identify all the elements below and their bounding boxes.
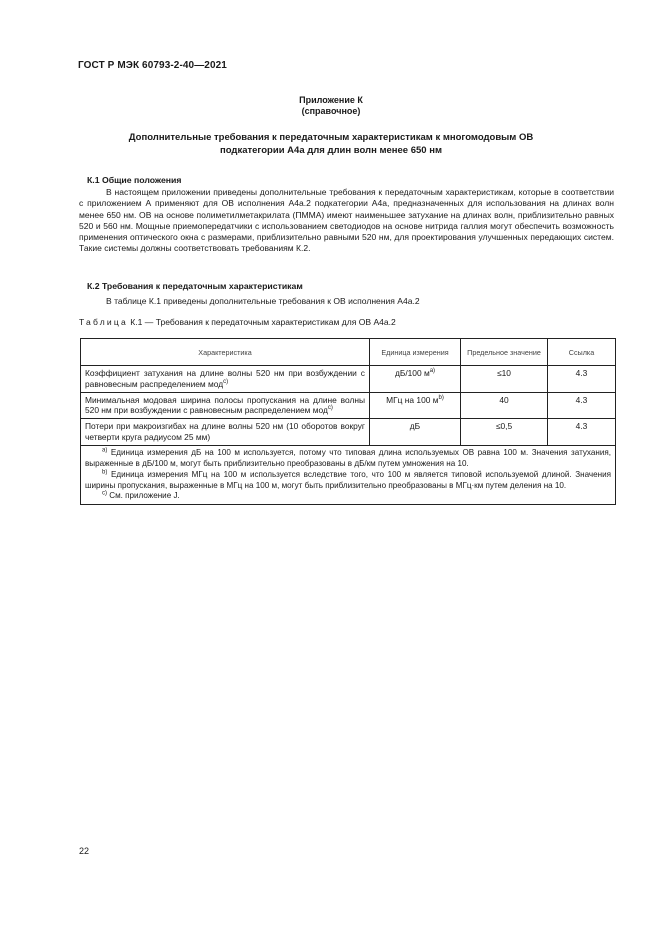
unit-text: МГц на 100 м [386, 394, 439, 405]
unit-text: дБ [409, 421, 421, 432]
cell-unit [370, 419, 461, 446]
header-reference: Ссылка [548, 339, 616, 366]
footnote-mark: а) [429, 368, 436, 375]
section-2-title: К.2 Требования к передаточным характеристикам [87, 281, 303, 291]
table-row [81, 419, 616, 446]
annex-heading-line1: Дополнительные требования к передаточным характеристикам к многомодовым ОВ [128, 132, 534, 143]
table-row [81, 392, 616, 419]
table-notes-row [81, 445, 616, 505]
cell-unit [370, 366, 461, 393]
header-characteristic: Характеристика [81, 339, 370, 366]
annex-title: Приложение К [299, 95, 363, 105]
note-text: См. приложение J. [107, 491, 180, 501]
table-notes [81, 445, 616, 505]
cell-reference: 4.3 [548, 366, 616, 393]
annex-subtitle: (справочное) [301, 106, 361, 116]
section-1-title: К.1 Общие положения [87, 175, 182, 185]
requirements-table [80, 338, 616, 505]
cell-limit: 40 [461, 392, 548, 419]
note-mark: b) [102, 468, 108, 475]
cell-characteristic [81, 392, 370, 419]
note-text: Единица измерения МГц на 100 м используется вследствие того, что 100 м является типовой используемой длиной. Значения ширины пропускания, выраженные в МГц на 100 м, могут быть приблизительно преобразованы в МГц·км путем деления на 10. [85, 469, 611, 490]
annex-heading [78, 131, 584, 157]
table-header-row [81, 339, 616, 366]
table-caption-text: К.1 — Требования к передаточным характеристикам для ОВ А4а.2 [130, 317, 396, 327]
header-unit: Единица измерения [370, 339, 461, 366]
section-2-text: В таблице К.1 приведены дополнительные требования к ОВ исполнения А4а.2 [106, 296, 420, 306]
header-limit: Предельное значение [461, 339, 548, 366]
note-mark: a) [102, 447, 108, 454]
table-note-c [85, 491, 611, 502]
annex-heading-line2: подкатегории А4а для длин волн менее 650 нм [220, 145, 442, 156]
cell-characteristic [81, 366, 370, 393]
cell-unit [370, 392, 461, 419]
table-row [81, 366, 616, 393]
note-mark: c) [102, 490, 107, 497]
cell-reference: 4.3 [548, 419, 616, 446]
cell-limit: ≤10 [461, 366, 548, 393]
document-header: ГОСТ Р МЭК 60793-2-40—2021 [78, 60, 227, 71]
table-note-a [85, 448, 611, 470]
characteristic-text: Потери при макроизгибах на длине волны 520 нм (10 оборотов вокруг четверти круга радиусом 25 мм) [85, 421, 365, 442]
cell-characteristic [81, 419, 370, 446]
footnote-mark: с) [327, 405, 333, 412]
characteristic-text: Минимальная модовая ширина полосы пропускания на длине волны 520 нм при возбуждении с равновесным распределением мод [85, 394, 365, 416]
table-note-b [85, 470, 611, 492]
unit-text: дБ/100 м [394, 368, 430, 378]
table-caption [79, 317, 396, 327]
cell-reference: 4.3 [548, 392, 616, 419]
characteristic-text: Коэффициент затухания на длине волны 520 нм при возбуждении с равновесным распределением мод [85, 368, 365, 389]
footnote-mark: b) [438, 394, 444, 401]
cell-limit: ≤0,5 [461, 419, 548, 446]
table-caption-prefix: Таблица [79, 317, 128, 327]
page-number: 22 [79, 846, 90, 856]
footnote-mark: с) [223, 379, 229, 385]
note-text: Единица измерения дБ на 100 м используется, потому что типовая длина используемых ОВ равна 100 м. Значения затухания, выраженные в дБ/100 м, могут быть приблизительно преобразованы в дБ/км путем умножения на 10. [85, 447, 611, 468]
section-1-text: В настоящем приложении приведены дополнительные требования к передаточным характеристикам, которые в соответствии с приложением А применяют для ОВ исполнения А4а.2 подкатегории А4а, предназначенных для использования на длинах волн менее 650 нм. ОВ на основе полиметилметакрилата (ПММА) имеют наименьшее затухание на длинах волн, приблизительно равных 520 и 560 нм. Мощные приемопередатчики с использованием светодиодов на основе нитрида галлия могут обеспечить возможность применения оптического окна с размерами, приблизительно равными 520 нм, для проектирования улучшенных передающих систем. Такие системы должны соответствовать требованиям К.2. [79, 187, 614, 254]
